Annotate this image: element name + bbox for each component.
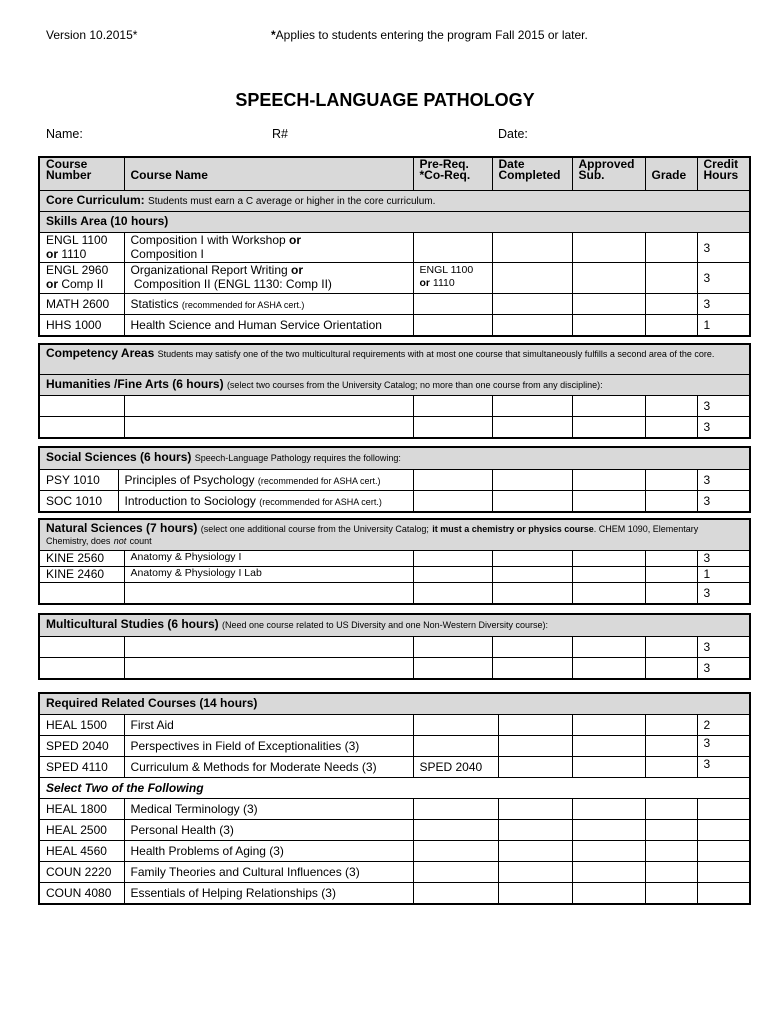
date-completed-cell[interactable] [498, 736, 572, 757]
grade-cell[interactable] [645, 757, 697, 778]
related-courses-table [38, 692, 751, 905]
course-number: HHS 1000 [39, 315, 124, 337]
table-row [39, 491, 750, 513]
natural-sciences-header: Natural Sciences (7 hours) (select one additional course from the University Catalog; it must a chemistry or physics course. CHEM 1090, Elementary Chemistry, does not count [39, 519, 750, 551]
course-number: SPED 2040 [39, 736, 124, 757]
table-row [39, 417, 750, 439]
grade-cell[interactable] [645, 396, 697, 417]
credit-hours: 3 [697, 470, 750, 491]
date-completed-cell[interactable] [492, 470, 572, 491]
table-row [39, 658, 750, 680]
grade-cell[interactable] [645, 294, 697, 315]
course-name: Health Science and Human Service Orientation [124, 315, 413, 337]
course-name: Personal Health (3) [124, 820, 413, 841]
approved-sub-cell[interactable] [572, 658, 645, 680]
grade-cell[interactable] [645, 658, 697, 680]
course-name: Composition I with Workshop or Composition I [124, 233, 413, 263]
grade-cell[interactable] [645, 799, 697, 820]
prereq-cell: ENGL 1100 or 1110 [413, 263, 492, 294]
table-row [39, 263, 750, 294]
course-name: Principles of Psychology (recommended for ASHA cert.) [118, 470, 413, 491]
col-course-number: Course Number [39, 157, 124, 191]
course-name-cell[interactable] [124, 417, 413, 439]
date-completed-cell[interactable] [492, 658, 572, 680]
course-number: HEAL 1800 [39, 799, 124, 820]
core-curriculum-header: Core Curriculum: Students must earn a C average or higher in the core curriculum. [39, 191, 750, 212]
rnumber-field-label: R# [272, 127, 288, 141]
credit-hours-cell[interactable] [697, 841, 750, 862]
course-name: First Aid [124, 715, 413, 736]
date-completed-cell[interactable] [492, 567, 572, 583]
grade-cell[interactable] [645, 263, 697, 294]
course-number: MATH 2600 [39, 294, 124, 315]
humanities-header: Humanities /Fine Arts (6 hours) (select two courses from the University Catalog; no more than one course from any discipline): [39, 375, 750, 396]
competency-areas-header: Competency Areas Students may satisfy one of the two multicultural requirements with at most one course that simultaneously fulfills a second area of the core. [39, 344, 750, 375]
course-number: KINE 2560 [39, 551, 124, 567]
course-name: Anatomy & Physiology I [124, 551, 413, 567]
date-completed-cell[interactable] [498, 841, 572, 862]
credit-hours: 3 [697, 233, 750, 263]
table-row [39, 637, 750, 658]
date-field-label: Date: [498, 127, 528, 141]
grade-cell[interactable] [645, 233, 697, 263]
course-name: Anatomy & Physiology I Lab [124, 567, 413, 583]
grade-cell[interactable] [645, 841, 697, 862]
multicultural-table [38, 613, 751, 680]
course-number-cell[interactable] [39, 396, 124, 417]
approved-sub-cell[interactable] [572, 736, 645, 757]
course-name-cell[interactable] [124, 658, 413, 680]
prereq-cell[interactable] [413, 637, 492, 658]
approved-sub-cell[interactable] [572, 567, 645, 583]
approved-sub-cell[interactable] [572, 315, 645, 337]
table-row [39, 583, 750, 605]
prereq-cell[interactable] [413, 417, 492, 439]
course-number-cell[interactable] [39, 417, 124, 439]
credit-hours-cell[interactable] [697, 799, 750, 820]
date-completed-cell[interactable] [492, 551, 572, 567]
approved-sub-cell[interactable] [572, 757, 645, 778]
approved-sub-cell[interactable] [572, 637, 645, 658]
prereq-cell[interactable] [413, 551, 492, 567]
prereq-cell[interactable] [413, 491, 492, 513]
grade-cell[interactable] [645, 715, 697, 736]
version-label: Version 10.2015* [46, 28, 138, 42]
credit-hours-cell[interactable] [697, 862, 750, 883]
grade-cell[interactable] [645, 736, 697, 757]
table-row [39, 715, 750, 736]
course-name: Curriculum & Methods for Moderate Needs (3) [124, 757, 413, 778]
prereq-cell[interactable] [413, 294, 492, 315]
grade-cell[interactable] [645, 551, 697, 567]
approved-sub-cell[interactable] [572, 470, 645, 491]
course-number: HEAL 4560 [39, 841, 124, 862]
date-completed-cell[interactable] [492, 491, 572, 513]
course-number: ENGL 2960 or Comp II [39, 263, 124, 294]
table-row [39, 736, 750, 757]
course-number: HEAL 2500 [39, 820, 124, 841]
col-course-name: Course Name [124, 157, 413, 191]
date-completed-cell[interactable] [498, 883, 572, 905]
table-row [39, 820, 750, 841]
date-completed-cell[interactable] [492, 263, 572, 294]
approved-sub-cell[interactable] [572, 491, 645, 513]
page-title: SPEECH-LANGUAGE PATHOLOGY [235, 90, 535, 110]
date-completed-cell[interactable] [492, 417, 572, 439]
approved-sub-cell[interactable] [572, 715, 645, 736]
approved-sub-cell[interactable] [572, 883, 645, 905]
course-name-cell[interactable] [124, 637, 413, 658]
course-name: Health Problems of Aging (3) [124, 841, 413, 862]
approved-sub-cell[interactable] [572, 841, 645, 862]
grade-cell[interactable] [645, 567, 697, 583]
prereq-cell[interactable] [413, 567, 492, 583]
col-approved-sub: Approved Sub. [572, 157, 645, 191]
column-header-row [39, 157, 750, 191]
table-row [39, 315, 750, 337]
grade-cell[interactable] [645, 491, 697, 513]
grade-cell[interactable] [645, 315, 697, 337]
approved-sub-cell[interactable] [572, 583, 645, 605]
competency-table [38, 343, 751, 439]
table-row [39, 757, 750, 778]
grade-cell[interactable] [645, 862, 697, 883]
date-completed-cell[interactable] [498, 820, 572, 841]
approved-sub-cell[interactable] [572, 294, 645, 315]
course-number-cell[interactable] [39, 583, 124, 605]
approved-sub-cell[interactable] [572, 417, 645, 439]
course-name: Essentials of Helping Relationships (3) [124, 883, 413, 905]
table-row [39, 233, 750, 263]
course-name: Introduction to Sociology (recommended for ASHA cert.) [118, 491, 413, 513]
select-two-header: Select Two of the Following [39, 778, 750, 799]
prereq-cell[interactable] [413, 315, 492, 337]
date-completed-cell[interactable] [498, 757, 572, 778]
table-row [39, 470, 750, 491]
table-row [39, 862, 750, 883]
approved-sub-cell[interactable] [572, 820, 645, 841]
course-name: Organizational Report Writing or Composition II (ENGL 1130: Comp II) [124, 263, 413, 294]
grade-cell[interactable] [645, 637, 697, 658]
grade-cell[interactable] [645, 470, 697, 491]
applies-note: *Applies to students entering the program Fall 2015 or later. [271, 28, 588, 42]
prereq-cell[interactable] [413, 736, 498, 757]
course-name: Perspectives in Field of Exceptionalities (3) [124, 736, 413, 757]
credit-hours: 1 [697, 315, 750, 337]
name-field-label: Name: [46, 127, 83, 141]
prereq-cell[interactable] [413, 233, 492, 263]
date-completed-cell[interactable] [492, 396, 572, 417]
table-row [39, 294, 750, 315]
course-number: ENGL 1100 or 1110 [39, 233, 124, 263]
grade-cell[interactable] [645, 417, 697, 439]
prereq-cell[interactable] [413, 658, 492, 680]
approved-sub-cell[interactable] [572, 551, 645, 567]
credit-hours: 1 [697, 567, 750, 583]
date-completed-cell[interactable] [498, 862, 572, 883]
course-number: SPED 4110 [39, 757, 124, 778]
course-name-cell[interactable] [124, 583, 413, 605]
multicultural-header: Multicultural Studies (6 hours) (Need one course related to US Diversity and one Non-Western Diversity course): [39, 614, 750, 637]
grade-cell[interactable] [645, 583, 697, 605]
approved-sub-cell[interactable] [572, 396, 645, 417]
approved-sub-cell[interactable] [572, 799, 645, 820]
social-sciences-table [38, 446, 751, 513]
credit-hours: 3 [697, 637, 750, 658]
credit-hours: 3 [697, 583, 750, 605]
approved-sub-cell[interactable] [572, 862, 645, 883]
col-date-completed: Date Completed [492, 157, 572, 191]
table-row [39, 396, 750, 417]
course-number-cell[interactable] [39, 658, 124, 680]
credit-hours-cell[interactable] [697, 820, 750, 841]
date-completed-cell[interactable] [492, 637, 572, 658]
course-number: HEAL 1500 [39, 715, 124, 736]
prereq-cell: SPED 2040 [413, 757, 498, 778]
course-number: KINE 2460 [39, 567, 124, 583]
credit-hours: 3 [697, 736, 750, 757]
prereq-cell[interactable] [413, 583, 492, 605]
table-row [39, 883, 750, 905]
grade-cell[interactable] [645, 883, 697, 905]
col-grade: Grade [645, 157, 697, 191]
prereq-cell[interactable] [413, 715, 498, 736]
date-completed-cell[interactable] [492, 583, 572, 605]
course-name-cell[interactable] [124, 396, 413, 417]
credit-hours: 2 [697, 715, 750, 736]
credit-hours: 3 [697, 396, 750, 417]
credit-hours: 3 [697, 263, 750, 294]
core-curriculum-table [38, 156, 751, 337]
course-name: Family Theories and Cultural Influences (3) [124, 862, 413, 883]
course-number: PSY 1010 [39, 470, 118, 491]
prereq-cell[interactable] [413, 883, 498, 905]
table-row [39, 567, 750, 583]
credit-hours: 3 [697, 658, 750, 680]
prereq-cell[interactable] [413, 470, 492, 491]
course-name: Medical Terminology (3) [124, 799, 413, 820]
date-completed-cell[interactable] [492, 233, 572, 263]
approved-sub-cell[interactable] [572, 263, 645, 294]
credit-hours: 3 [697, 491, 750, 513]
date-completed-cell[interactable] [492, 315, 572, 337]
course-name: Statistics (recommended for ASHA cert.) [124, 294, 413, 315]
prereq-cell[interactable] [413, 799, 498, 820]
date-completed-cell[interactable] [498, 715, 572, 736]
credit-hours-cell[interactable] [697, 883, 750, 905]
col-prereq: Pre-Req. *Co-Req. [413, 157, 492, 191]
date-completed-cell[interactable] [492, 294, 572, 315]
course-number: COUN 2220 [39, 862, 124, 883]
course-number-cell[interactable] [39, 637, 124, 658]
credit-hours: 3 [697, 294, 750, 315]
approved-sub-cell[interactable] [572, 233, 645, 263]
related-courses-header: Required Related Courses (14 hours) [39, 693, 750, 715]
table-row [39, 551, 750, 567]
course-number: COUN 4080 [39, 883, 124, 905]
prereq-cell[interactable] [413, 396, 492, 417]
prereq-cell[interactable] [413, 820, 498, 841]
table-row [39, 799, 750, 820]
prereq-cell[interactable] [413, 862, 498, 883]
credit-hours: 3 [697, 757, 750, 778]
natural-sciences-table [38, 518, 751, 605]
date-completed-cell[interactable] [498, 799, 572, 820]
credit-hours: 3 [697, 417, 750, 439]
table-row [39, 841, 750, 862]
course-number: SOC 1010 [39, 491, 118, 513]
skills-area-header: Skills Area (10 hours) [39, 212, 750, 233]
prereq-cell[interactable] [413, 841, 498, 862]
col-credit-hours: Credit Hours [697, 157, 750, 191]
social-sciences-header: Social Sciences (6 hours) Speech-Language Pathology requires the following: [39, 447, 750, 470]
grade-cell[interactable] [645, 820, 697, 841]
credit-hours: 3 [697, 551, 750, 567]
